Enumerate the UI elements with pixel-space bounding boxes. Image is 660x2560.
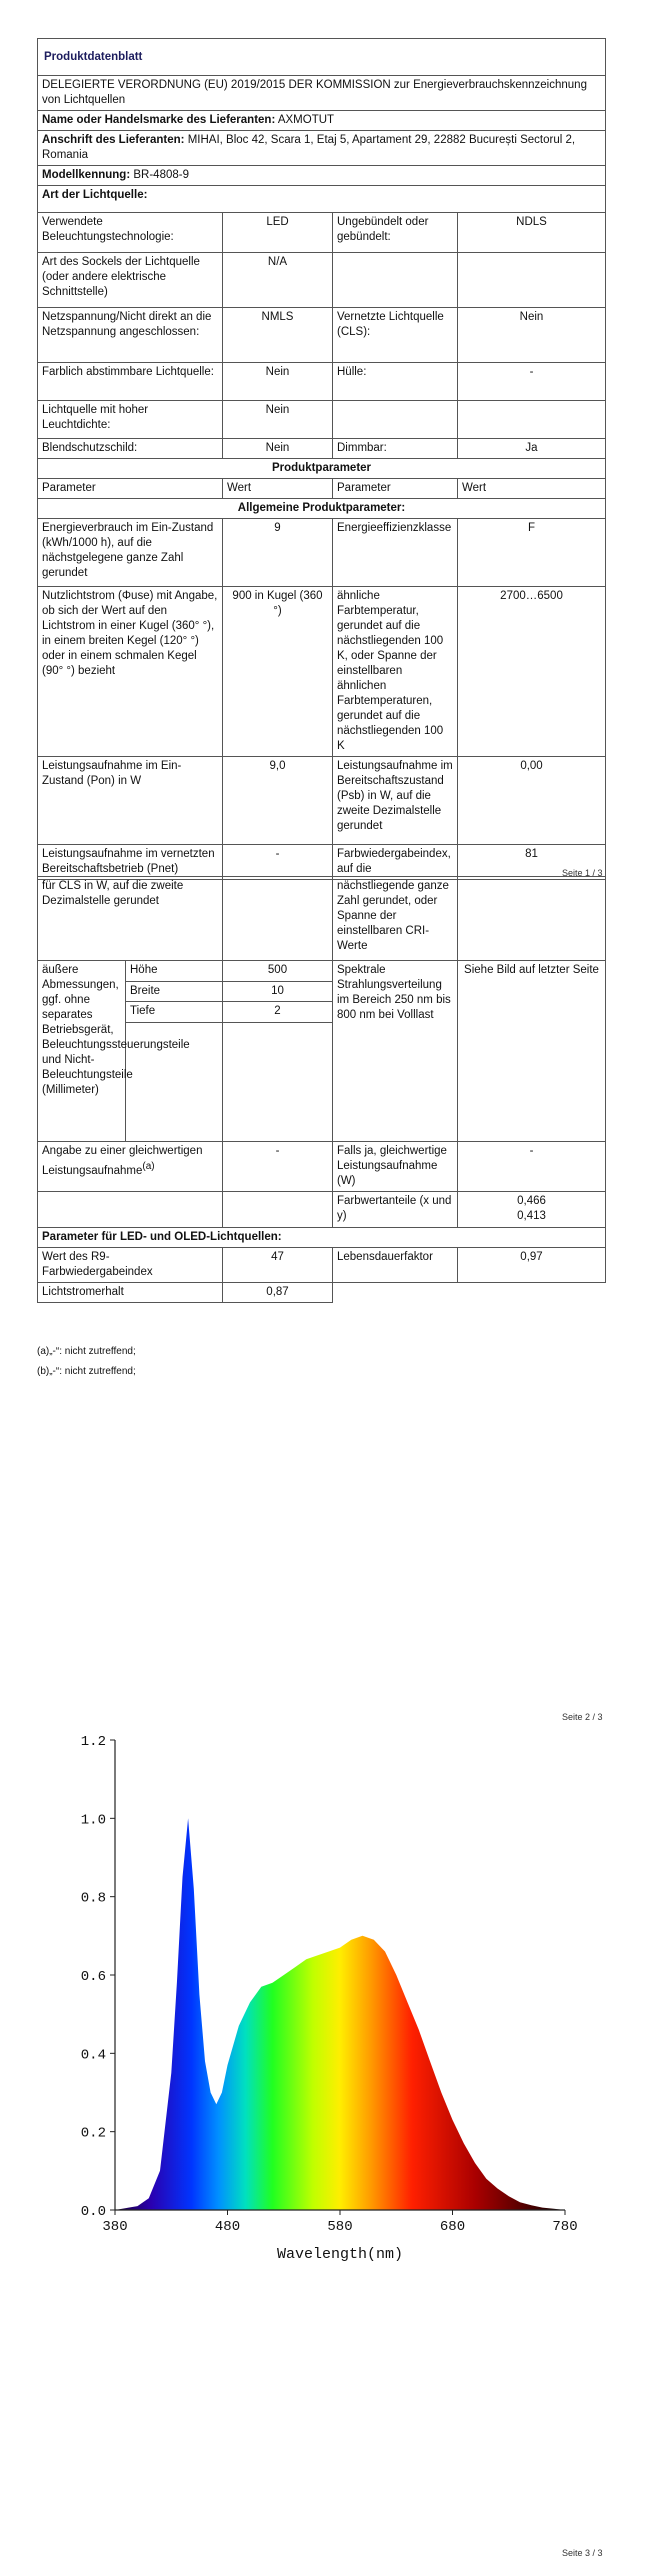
pnet-label: Leistungsaufnahme im vernetzten Bereitschaftsbetrieb (Pnet) [38,845,223,880]
r9-value: 47 [223,1248,333,1283]
led-params-header: Parameter für LED- und OLED-Lichtquellen: [38,1228,606,1248]
dls-label: Ungebündelt oder gebündelt: [333,213,458,253]
survival-value: 0,97 [458,1248,606,1283]
mains-value: NMLS [223,308,333,363]
tunable-label: Farblich abstimmbare Lichtquelle: [38,363,223,401]
general-params-header: Allgemeine Produktparameter: [38,499,606,519]
dls-value: NDLS [458,213,606,253]
empty-cell [458,401,606,439]
efficiency-label: Energieeffizienzklasse [333,519,458,587]
col-param-header: Parameter [333,479,458,499]
y-tick-label: 0.2 [80,2125,106,2142]
pnet-label-continued: für CLS in W, auf die zweite Dezimalstelle gerundet [38,877,223,961]
datasheet-page-1 [37,38,606,880]
page-number-3: Seite 3 / 3 [562,2548,603,2558]
energy-value: 9 [223,519,333,587]
equivalent-label: Angabe zu einer gleichwertigen Leistungsaufnahme [42,1145,203,1177]
pon-value: 9,0 [223,757,333,845]
spectral-label: Spektrale Strahlungsverteilung im Bereich 250 nm bis 800 nm bei Volllast [333,961,458,1142]
dim-height-label: Höhe [126,961,223,982]
y-tick-label: 1.2 [80,1734,106,1750]
light-type-header: Art der Lichtquelle: [38,186,606,213]
x-tick-label: 380 [102,2219,128,2235]
equivalent-power-value: - [458,1142,606,1192]
chromaticity-y: 0,413 [517,1210,546,1222]
regulation-text: DELEGIERTE VERORDNUNG (EU) 2019/2015 DER KOMMISSION zur Energieverbrauchskennzeichnung von Lichtquellen [38,76,606,111]
chromaticity-label: Farbwertanteile (x und y) [333,1192,458,1228]
address-value: MIHAI, Bloc 42, Scara 1, Etaj 5, Apartament 29, 22882 București Sectorul 2, Romania [42,134,576,161]
footnote-b: (b)„-“: nicht zutreffend; [37,1366,136,1377]
dimmable-label: Dimmbar: [333,439,458,459]
x-tick-label: 480 [214,2219,241,2235]
envelope-value: - [458,363,606,401]
supplier-name-row [38,111,606,131]
spectral-value: Siehe Bild auf letzter Seite [458,961,606,1142]
datasheet-page-2 [37,876,606,1303]
empty-cell [458,253,606,308]
page-title: Produktdatenblatt [38,39,606,76]
cct-value: 2700…6500 [458,587,606,757]
empty-cell [223,1192,333,1228]
spectrum-series [115,1818,565,2210]
dimmable-value: Ja [458,439,606,459]
flux-label: Nutzlichtstrom (Φuse) mit Angabe, ob sich der Wert auf den Lichtstrom in einer Kugel (360° °), in einem breiten Kegel (120° °) oder in einem schmalen Kegel (90° °) bezieht [38,587,223,757]
high-luminance-label: Lichtquelle mit hoher Leuchtdichte: [38,401,223,439]
model-value: BR-4808-9 [133,169,189,181]
model-label: Modellkennung: [42,169,131,181]
mains-label: Netzspannung/Nicht direkt an die Netzspannung angeschlossen: [38,308,223,363]
dim-depth-label: Tiefe [126,1002,223,1023]
chromaticity-values [458,1192,606,1228]
empty-cell [223,877,333,961]
pnet-value: - [223,845,333,880]
empty-cell [223,1022,333,1141]
envelope-label: Hülle: [333,363,458,401]
high-luminance-value: Nein [223,401,333,439]
r9-label: Wert des R9-Farbwiedergabeindex [38,1248,223,1283]
y-tick-label: 1.0 [80,1812,106,1829]
tunable-value: Nein [223,363,333,401]
supplier-name-label: Name oder Handelsmarke des Lieferanten: [42,114,276,126]
spectrum-area-layer [115,1818,565,2210]
empty-cell [333,1283,606,1303]
footnote-ref-a: (a) [142,1161,155,1172]
tech-value: LED [223,213,333,253]
address-row [38,131,606,166]
y-tick-label: 0.8 [80,1890,106,1907]
chromaticity-x: 0,466 [517,1195,546,1207]
dimensions-label: äußere Abmessungen, ggf. ohne separates Betriebsgerät, Beleuchtungssteuerungsteile und Nicht-Beleuchtungsteile (Millimeter) [38,961,126,1142]
cri-value: 81 [458,845,606,880]
y-tick-label: 0.6 [80,1969,106,1985]
flux-value: 900 in Kugel (360 °) [223,587,333,757]
survival-label: Lebensdauerfaktor [333,1248,458,1283]
socket-value: N/A [223,253,333,308]
y-tick-label: 0.0 [80,2204,106,2220]
cri-label-continued: nächstliegende ganze Zahl gerundet, oder Spanne der einstellbaren CRI-Werte [333,877,458,961]
x-tick-label: 580 [327,2219,353,2235]
psb-value: 0,00 [458,757,606,845]
page-number-2: Seite 2 / 3 [562,1712,603,1722]
psb-label: Leistungsaufnahme im Bereitschaftszustand (Psb) in W, auf die zweite Dezimalstelle gerundet [333,757,458,845]
supplier-name-value: AXMOTUT [277,114,335,126]
equivalent-label-cell [38,1142,223,1192]
footnote-a: (a)„-“: nicht zutreffend; [37,1346,136,1357]
dim-width-value: 10 [223,981,333,1002]
dim-depth-value: 2 [223,1002,333,1023]
efficiency-value: F [458,519,606,587]
x-tick-label: 680 [439,2219,466,2235]
col-value-header: Wert [458,479,606,499]
empty-cell [38,1192,223,1228]
col-param-header: Parameter [38,479,223,499]
cri-label: Farbwiedergabeindex, auf die [333,845,458,880]
page-number-1: Seite 1 / 3 [562,868,603,878]
socket-label: Art des Sockels der Lichtquelle (oder andere elektrische Schnittstelle) [38,253,223,308]
lumen-maintenance-value: 0,87 [223,1283,333,1303]
address-label: Anschrift des Lieferanten: [42,134,185,146]
equivalent-value: - [223,1142,333,1192]
dim-width-label: Breite [126,981,223,1002]
empty-cell [458,877,606,961]
x-tick-label: 780 [552,2219,578,2235]
product-params-header: Produktparameter [38,459,606,479]
model-row [38,166,606,186]
x-axis-label: Wavelength(nm) [276,2246,404,2263]
cls-value: Nein [458,308,606,363]
pon-label: Leistungsaufnahme im Ein-Zustand (Pon) in W [38,757,223,845]
col-value-header: Wert [223,479,333,499]
y-tick-label: 0.4 [80,2047,106,2064]
antiglare-label: Blendschutzschild: [38,439,223,459]
dim-height-value: 500 [223,961,333,982]
cls-label: Vernetzte Lichtquelle (CLS): [333,308,458,363]
tech-label: Verwendete Beleuchtungstechnologie: [38,213,223,253]
cct-label: ähnliche Farbtemperatur, gerundet auf die nächstliegenden 100 K, oder Spanne der einstellbaren ähnlichen Farbtemperaturen, gerundet auf die nächstliegenden 100 K [333,587,458,757]
empty-cell [333,253,458,308]
lumen-maintenance-label: Lichtstromerhalt [38,1283,223,1303]
spectral-distribution-chart [0,1720,660,2280]
antiglare-value: Nein [223,439,333,459]
empty-cell [333,401,458,439]
energy-label: Energieverbrauch im Ein-Zustand (kWh/1000 h), auf die nächstgelegene ganze Zahl gerundet [38,519,223,587]
equivalent-power-label: Falls ja, gleichwertige Leistungsaufnahme (W) [333,1142,458,1192]
